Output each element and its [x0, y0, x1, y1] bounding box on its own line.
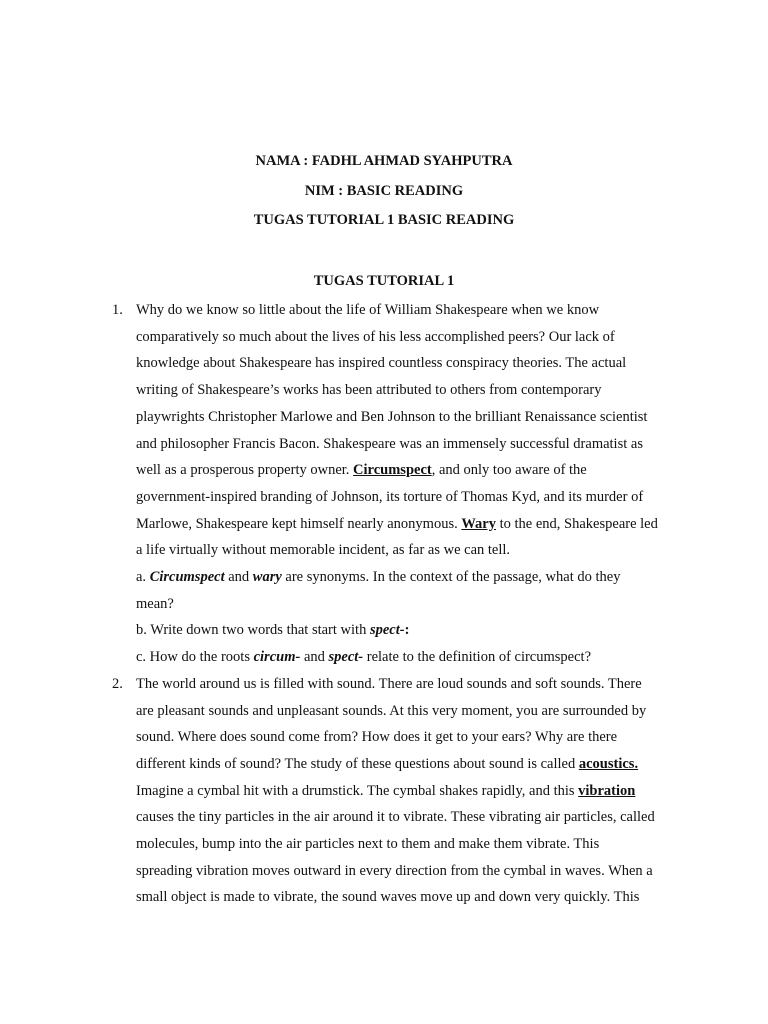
paragraph-line: are pleasant sounds and unpleasant sounds. At this very moment, you are surrounded by [136, 702, 647, 719]
paragraph-line: a life virtually without memorable incident, as far as we can tell. [136, 542, 511, 559]
text-span: different kinds of sound? The study of these questions about sound is called [136, 755, 579, 772]
paragraph-line: comparatively so much about the lives of his less accomplished peers? Our lack of [136, 328, 615, 345]
list-item-2 [112, 671, 682, 911]
paragraph-line: knowledge about Shakespeare has inspired countless conspiracy theories. The actual [136, 355, 627, 372]
text-span: Marlowe, Shakespeare kept himself nearly anonymous. [136, 515, 462, 532]
question-c [136, 644, 682, 671]
keyword-circumspect: Circumspect [353, 462, 432, 479]
text-span: to the end, Shakespeare led [496, 515, 658, 532]
paragraph-line: playwrights Christopher Marlowe and Ben Johnson to the brilliant Renaissance scientist [136, 408, 648, 425]
item-number: 2. [112, 675, 123, 692]
text-span: b. Write down two words that start with [136, 622, 370, 639]
text-span: c. How do the roots [136, 649, 254, 666]
emphasis-word: circum- [253, 649, 301, 666]
keyword-vibration: vibration [578, 782, 636, 799]
question-b [136, 617, 682, 644]
keyword-acoustics: acoustics. [578, 755, 639, 772]
paragraph-line [136, 511, 682, 538]
text-span: well as a prosperous property owner. [136, 462, 354, 479]
text-span: are synonyms. In the context of the passage, what do they [281, 569, 621, 586]
text-span: a. [136, 569, 150, 586]
text-span: relate to the definition of circumspect? [363, 649, 592, 666]
question-a [136, 564, 682, 591]
emphasis-word: spect- [328, 649, 364, 666]
assignment-title: TUGAS TUTORIAL 1 BASIC READING [253, 212, 515, 228]
emphasis-word: spect- [369, 622, 405, 639]
text-span: and [224, 569, 253, 586]
emphasis-word: wary [252, 569, 282, 586]
student-nim: NIM : BASIC READING [304, 182, 464, 199]
section-title: TUGAS TUTORIAL 1 [313, 273, 455, 289]
paragraph-line: and philosopher Francis Bacon. Shakespeare was an immensely successful dramatist as [136, 435, 643, 452]
item-number: 1. [112, 302, 123, 318]
paragraph-line [136, 457, 682, 484]
student-name: NAMA : FADHL AHMAD SYAHPUTRA [255, 153, 513, 169]
paragraph-line: molecules, bump into the air particles next to them and make them vibrate. This [136, 836, 600, 853]
paragraph-line: Why do we know so little about the life of William Shakespeare when we know [136, 302, 600, 318]
keyword-wary: Wary [461, 515, 496, 532]
paragraph-line: sound. Where does sound come from? How does it get to your ears? Why are there [136, 729, 618, 746]
text-span: , and only too aware of the [431, 462, 587, 479]
question-a-continued: mean? [136, 595, 174, 612]
paragraph-line: The world around us is filled with sound. There are loud sounds and soft sounds. There [136, 675, 642, 692]
paragraph-line: government-inspired branding of Johnson, its torture of Thomas Kyd, and its murder of [136, 488, 644, 505]
paragraph-line [136, 751, 682, 778]
paragraph-line [136, 778, 682, 805]
text-span: : [404, 622, 410, 639]
paragraph-line: small object is made to vibrate, the sound waves move up and down very quickly. This [136, 889, 640, 906]
question-list [112, 297, 682, 911]
paragraph-line: causes the tiny particles in the air around it to vibrate. These vibrating air particles, called [136, 809, 655, 826]
list-item-1 [112, 297, 682, 671]
paragraph-line: spreading vibration moves outward in every direction from the cymbal in waves. When a [136, 862, 653, 879]
text-span: and [300, 649, 329, 666]
text-span: Imagine a cymbal hit with a drumstick. The cymbal shakes rapidly, and this [136, 782, 579, 799]
document-header [0, 150, 768, 239]
emphasis-word: Circumspect [149, 569, 225, 586]
paragraph-line: writing of Shakespeare’s works has been attributed to others from contemporary [136, 382, 602, 399]
